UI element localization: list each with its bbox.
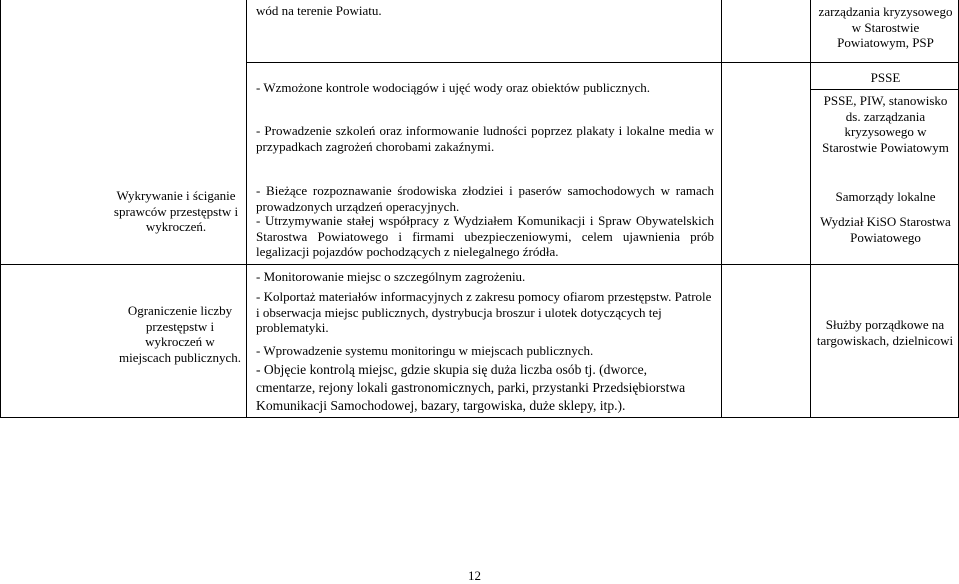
table-rule-bottom [0, 417, 959, 418]
table-rule-row3 [0, 264, 959, 265]
responsible-water-control: PSSE [870, 70, 901, 85]
page-number: 12 [468, 568, 481, 583]
task-detection-recognition: - Bieżące rozpoznawanie środowiska złodziei i paserów samochodowych w ramach prowadzonych urządzeń operacyjnych. [256, 183, 714, 214]
goal-limitation: Ograniczenie liczby przestępstw i wykroczeń w miejscach publicznych. [118, 303, 241, 365]
task-informational-materials: - Kolportaż materiałów informacyjnych z zakresu pomocy ofiarom przestępstw. Patrole i obserwacja miejsc publicznych, dystrybucja broszur i ulotek dotyczących tej problematyki. [256, 289, 712, 335]
task-training-information: - Prowadzenie szkoleń oraz informowanie ludności poprzez plakaty i lokalne media w przypadkach zagrożeń chorobami zakaźnymi. [256, 123, 714, 154]
task-crowded-places: - Objęcie kontrolą miejsc, gdzie skupia się duża liczba osób tj. (dworce, cmentarze, rejony lokali gastronomicznych, parki, przystanki Przedsiębiorstwa Komunikacji Samochodowej, bazary, targowiska, duże sklepy, itp.). [256, 362, 686, 413]
table-rule-row1 [246, 62, 959, 63]
table-border-left [0, 0, 1, 418]
top-responsible-fragment: zarządzania kryzysowego w Starostwie Powiatowym, PSP [818, 4, 953, 50]
task-detection-cooperation: - Utrzymywanie stałej współpracy z Wydziałem Komunikacji i Spraw Obywatelskich Starostwa Powiatowego i firmami ubezpieczeniowymi, celem ujawnienia prób legalizacji pojazdów pochodzących z nielegalnego źródła. [256, 213, 714, 259]
task-monitoring-places: - Monitorowanie miejsc o szczególnym zagrożeniu. [256, 269, 526, 284]
table-rule-row2 [810, 89, 959, 90]
task-water-control: - Wzmożone kontrole wodociągów i ujęć wody oraz obiektów publicznych. [256, 80, 650, 95]
task-cctv-system: - Wprowadzenie systemu monitoringu w miejscach publicznych. [256, 343, 594, 358]
responsible-local-government: Samorządy lokalne [835, 189, 936, 204]
responsible-training-information: PSSE, PIW, stanowisko ds. zarządzania kryzysowego w Starostwie Powiatowym [822, 93, 949, 155]
top-task-fragment: wód na terenie Powiatu. [256, 3, 382, 18]
responsible-order-services: Służby porządkowe na targowiskach, dzielnicowi [816, 317, 954, 348]
goal-detection: Wykrywanie i ściganie sprawców przestępstw i wykroczeń. [113, 188, 239, 234]
responsible-kiso-department: Wydział KiSO Starostwa Powiatowego [820, 214, 951, 245]
